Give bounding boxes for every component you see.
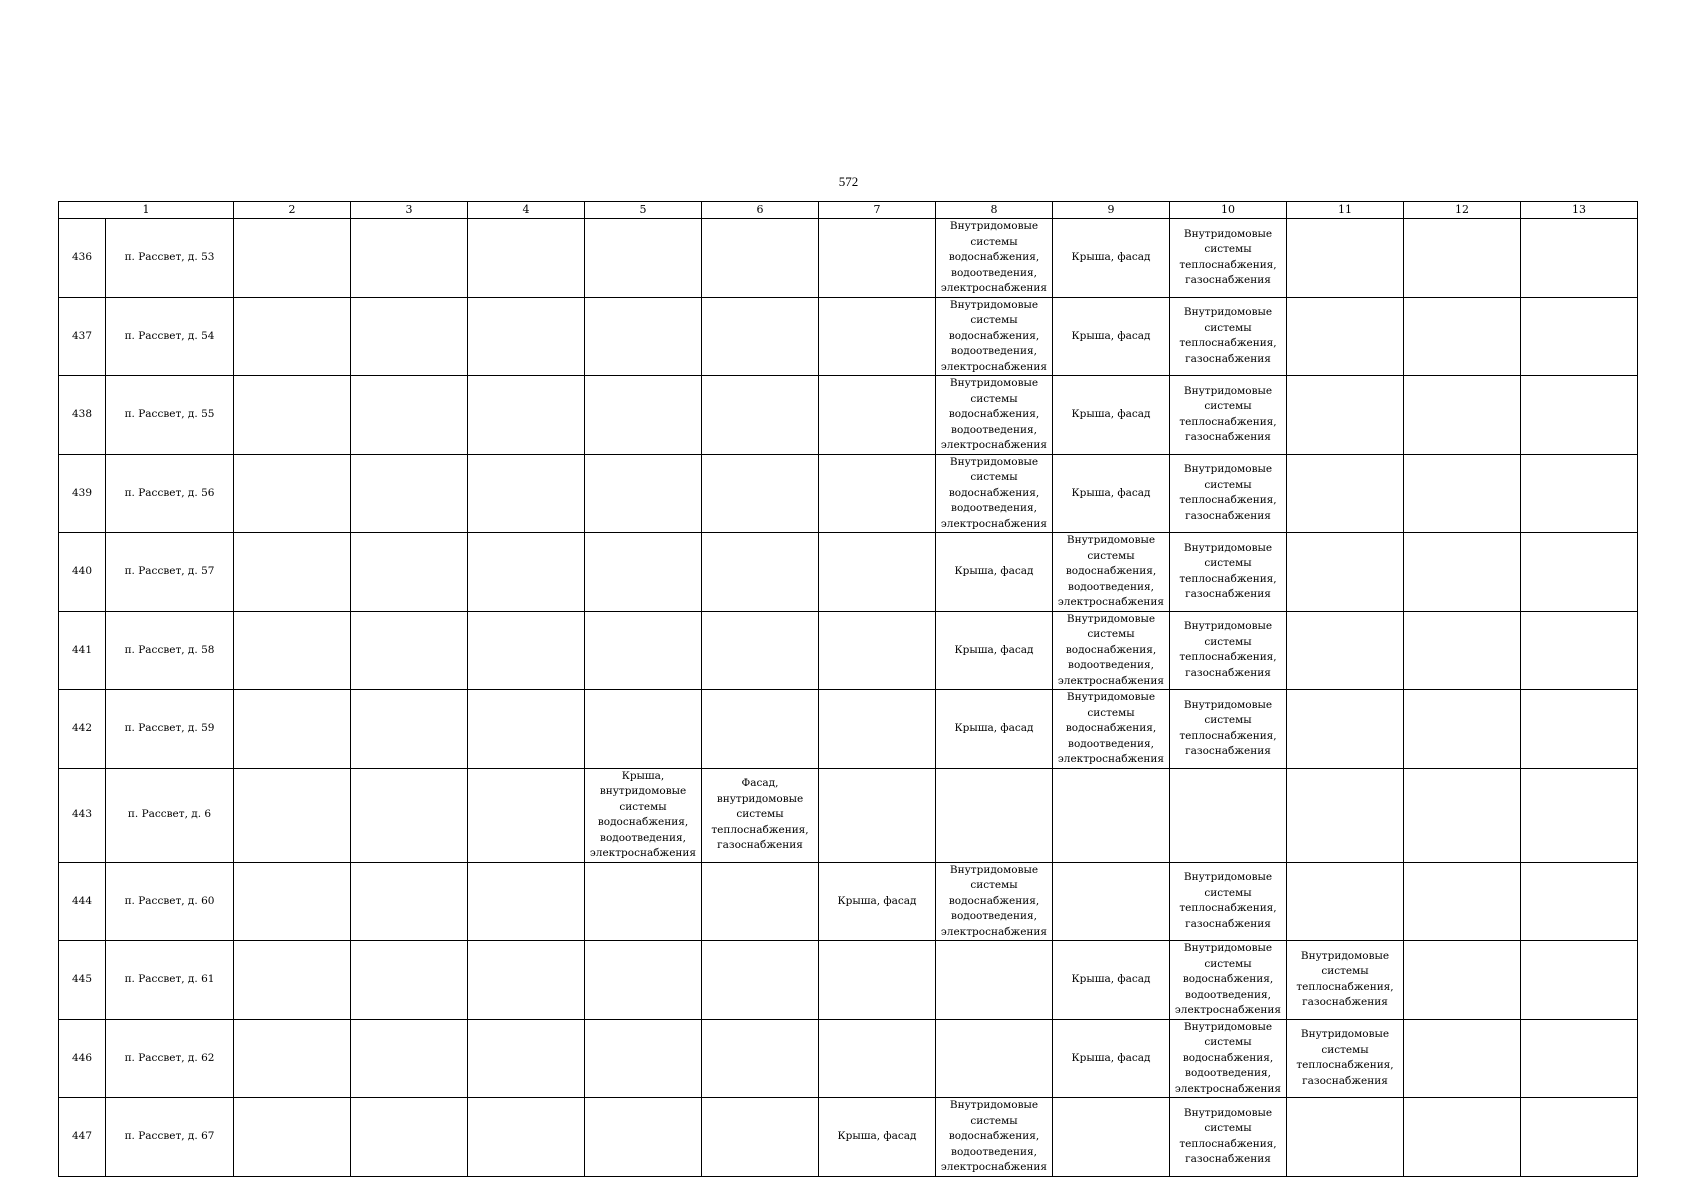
work-type-cell-2: [234, 862, 351, 941]
table-row: [59, 533, 1638, 612]
column-header-row: [59, 202, 1638, 219]
work-type-cell-11: Внутридомовые системы теплоснабжения, газоснабжения: [1287, 1019, 1404, 1098]
row-number-cell: 438: [59, 376, 106, 455]
work-type-cell-10: Внутридомовые системы водоснабжения, водоотведения, электроснабжения: [1170, 941, 1287, 1020]
work-type-cell-9: Внутридомовые системы водоснабжения, водоотведения, электроснабжения: [1053, 611, 1170, 690]
work-type-cell-4: [468, 768, 585, 862]
address-cell: п. Рассвет, д. 53: [106, 219, 234, 298]
address-cell: п. Рассвет, д. 54: [106, 297, 234, 376]
work-type-cell-10: Внутридомовые системы теплоснабжения, газоснабжения: [1170, 1098, 1287, 1177]
work-type-cell-6: [702, 611, 819, 690]
table-row: [59, 454, 1638, 533]
row-number-cell: 446: [59, 1019, 106, 1098]
work-type-cell-5: [585, 376, 702, 455]
work-type-cell-13: [1521, 611, 1638, 690]
work-type-cell-4: [468, 454, 585, 533]
work-type-cell-12: [1404, 533, 1521, 612]
work-type-cell-3: [351, 1098, 468, 1177]
work-type-cell-10: Внутридомовые системы теплоснабжения, газоснабжения: [1170, 611, 1287, 690]
work-type-cell-9: Внутридомовые системы водоснабжения, водоотведения, электроснабжения: [1053, 533, 1170, 612]
work-type-cell-7: [819, 1019, 936, 1098]
work-type-cell-8: [936, 1019, 1053, 1098]
work-type-cell-11: [1287, 219, 1404, 298]
work-type-cell-9: Крыша, фасад: [1053, 1019, 1170, 1098]
work-type-cell-7: [819, 768, 936, 862]
work-type-cell-11: [1287, 768, 1404, 862]
work-type-cell-8: Внутридомовые системы водоснабжения, водоотведения, электроснабжения: [936, 862, 1053, 941]
address-cell: п. Рассвет, д. 62: [106, 1019, 234, 1098]
work-type-cell-4: [468, 690, 585, 769]
column-header: 7: [819, 202, 936, 219]
column-header: 9: [1053, 202, 1170, 219]
work-type-cell-8: Внутридомовые системы водоснабжения, водоотведения, электроснабжения: [936, 297, 1053, 376]
work-type-cell-5: [585, 690, 702, 769]
row-number-cell: 436: [59, 219, 106, 298]
table-row: [59, 219, 1638, 298]
table-row: [59, 297, 1638, 376]
work-type-cell-7: Крыша, фасад: [819, 862, 936, 941]
work-type-cell-8: Крыша, фасад: [936, 533, 1053, 612]
work-type-cell-2: [234, 533, 351, 612]
row-number-cell: 444: [59, 862, 106, 941]
work-type-cell-9: Крыша, фасад: [1053, 219, 1170, 298]
address-cell: п. Рассвет, д. 6: [106, 768, 234, 862]
work-type-cell-5: [585, 862, 702, 941]
work-type-cell-13: [1521, 376, 1638, 455]
work-type-cell-8: Внутридомовые системы водоснабжения, водоотведения, электроснабжения: [936, 454, 1053, 533]
work-type-cell-13: [1521, 862, 1638, 941]
work-type-cell-5: [585, 941, 702, 1020]
work-type-cell-4: [468, 297, 585, 376]
column-header: 2: [234, 202, 351, 219]
work-type-cell-10: Внутридомовые системы теплоснабжения, газоснабжения: [1170, 690, 1287, 769]
work-type-cell-5: [585, 1019, 702, 1098]
work-type-cell-8: Внутридомовые системы водоснабжения, водоотведения, электроснабжения: [936, 376, 1053, 455]
work-type-cell-9: [1053, 1098, 1170, 1177]
page-number: 572: [838, 174, 859, 189]
work-type-cell-9: Крыша, фасад: [1053, 297, 1170, 376]
work-type-cell-13: [1521, 690, 1638, 769]
work-type-cell-2: [234, 1019, 351, 1098]
row-number-cell: 447: [59, 1098, 106, 1177]
work-type-cell-6: [702, 1019, 819, 1098]
address-cell: п. Рассвет, д. 67: [106, 1098, 234, 1177]
work-type-cell-10: Внутридомовые системы теплоснабжения, газоснабжения: [1170, 297, 1287, 376]
work-type-cell-12: [1404, 1098, 1521, 1177]
row-number-cell: 437: [59, 297, 106, 376]
work-type-cell-5: Крыша, внутридомовые системы водоснабжения, водоотведения, электроснабжения: [585, 768, 702, 862]
work-type-cell-7: [819, 454, 936, 533]
work-type-cell-10: Внутридомовые системы теплоснабжения, газоснабжения: [1170, 454, 1287, 533]
work-type-cell-3: [351, 533, 468, 612]
row-number-cell: 439: [59, 454, 106, 533]
work-type-cell-7: [819, 611, 936, 690]
work-type-cell-2: [234, 941, 351, 1020]
work-type-cell-6: [702, 376, 819, 455]
address-cell: п. Рассвет, д. 57: [106, 533, 234, 612]
table-row: [59, 1098, 1638, 1177]
work-type-cell-10: Внутридомовые системы теплоснабжения, газоснабжения: [1170, 533, 1287, 612]
work-type-cell-9: Крыша, фасад: [1053, 454, 1170, 533]
work-type-cell-3: [351, 297, 468, 376]
work-type-cell-12: [1404, 690, 1521, 769]
work-type-cell-4: [468, 533, 585, 612]
work-type-cell-7: [819, 219, 936, 298]
work-type-cell-4: [468, 862, 585, 941]
work-type-cell-12: [1404, 454, 1521, 533]
work-type-cell-7: [819, 376, 936, 455]
table-row: [59, 376, 1638, 455]
address-cell: п. Рассвет, д. 55: [106, 376, 234, 455]
work-type-cell-6: [702, 690, 819, 769]
work-type-cell-11: [1287, 690, 1404, 769]
work-type-cell-6: [702, 1098, 819, 1177]
work-type-cell-8: Внутридомовые системы водоснабжения, водоотведения, электроснабжения: [936, 219, 1053, 298]
work-type-cell-12: [1404, 219, 1521, 298]
work-type-cell-10: Внутридомовые системы теплоснабжения, газоснабжения: [1170, 376, 1287, 455]
work-type-cell-3: [351, 611, 468, 690]
work-type-cell-2: [234, 611, 351, 690]
work-type-cell-13: [1521, 533, 1638, 612]
work-type-cell-9: [1053, 768, 1170, 862]
work-type-cell-7: Крыша, фасад: [819, 1098, 936, 1177]
work-type-cell-11: [1287, 862, 1404, 941]
work-type-cell-11: [1287, 297, 1404, 376]
work-type-cell-3: [351, 768, 468, 862]
work-type-cell-13: [1521, 1019, 1638, 1098]
table-row: [59, 690, 1638, 769]
work-type-cell-7: [819, 297, 936, 376]
column-header: 6: [702, 202, 819, 219]
work-type-cell-10: [1170, 768, 1287, 862]
work-type-cell-4: [468, 941, 585, 1020]
work-type-cell-3: [351, 690, 468, 769]
work-type-cell-2: [234, 690, 351, 769]
work-type-cell-4: [468, 1019, 585, 1098]
work-type-cell-6: [702, 862, 819, 941]
work-type-cell-4: [468, 219, 585, 298]
work-type-cell-11: [1287, 1098, 1404, 1177]
work-type-cell-12: [1404, 862, 1521, 941]
work-type-cell-3: [351, 376, 468, 455]
work-type-cell-3: [351, 1019, 468, 1098]
work-type-cell-6: [702, 533, 819, 612]
work-type-cell-9: [1053, 862, 1170, 941]
work-type-cell-4: [468, 376, 585, 455]
column-header: 8: [936, 202, 1053, 219]
row-number-cell: 442: [59, 690, 106, 769]
work-type-cell-8: Крыша, фасад: [936, 611, 1053, 690]
column-header: 1: [59, 202, 234, 219]
work-type-cell-13: [1521, 1098, 1638, 1177]
work-type-cell-10: Внутридомовые системы водоснабжения, водоотведения, электроснабжения: [1170, 1019, 1287, 1098]
work-type-cell-3: [351, 454, 468, 533]
work-type-cell-11: [1287, 533, 1404, 612]
work-type-cell-8: Крыша, фасад: [936, 690, 1053, 769]
table-row: [59, 941, 1638, 1020]
work-type-cell-5: [585, 297, 702, 376]
work-type-cell-6: Фасад, внутридомовые системы теплоснабжения, газоснабжения: [702, 768, 819, 862]
work-type-cell-9: Крыша, фасад: [1053, 941, 1170, 1020]
column-header: 5: [585, 202, 702, 219]
work-type-cell-3: [351, 862, 468, 941]
column-header: 13: [1521, 202, 1638, 219]
work-type-cell-7: [819, 533, 936, 612]
column-header: 10: [1170, 202, 1287, 219]
work-type-cell-6: [702, 297, 819, 376]
work-type-cell-8: [936, 941, 1053, 1020]
work-type-cell-2: [234, 376, 351, 455]
work-type-cell-5: [585, 454, 702, 533]
work-type-cell-12: [1404, 1019, 1521, 1098]
work-type-cell-9: Крыша, фасад: [1053, 376, 1170, 455]
column-header: 11: [1287, 202, 1404, 219]
work-type-cell-2: [234, 454, 351, 533]
address-cell: п. Рассвет, д. 56: [106, 454, 234, 533]
column-header: 4: [468, 202, 585, 219]
work-type-cell-11: [1287, 454, 1404, 533]
work-type-cell-6: [702, 454, 819, 533]
work-type-cell-7: [819, 941, 936, 1020]
work-type-cell-3: [351, 941, 468, 1020]
row-number-cell: 445: [59, 941, 106, 1020]
address-cell: п. Рассвет, д. 58: [106, 611, 234, 690]
work-type-cell-13: [1521, 941, 1638, 1020]
address-cell: п. Рассвет, д. 60: [106, 862, 234, 941]
table-row: [59, 862, 1638, 941]
work-type-cell-3: [351, 219, 468, 298]
row-number-cell: 440: [59, 533, 106, 612]
work-type-cell-12: [1404, 941, 1521, 1020]
work-type-cell-7: [819, 690, 936, 769]
row-number-cell: 441: [59, 611, 106, 690]
work-type-cell-2: [234, 768, 351, 862]
work-type-cell-5: [585, 533, 702, 612]
table-row: [59, 611, 1638, 690]
work-type-cell-12: [1404, 611, 1521, 690]
work-type-cell-11: [1287, 611, 1404, 690]
work-type-cell-6: [702, 941, 819, 1020]
schedule-table: [58, 201, 1638, 1177]
table-row: [59, 1019, 1638, 1098]
work-type-cell-2: [234, 219, 351, 298]
column-header: 12: [1404, 202, 1521, 219]
column-header: 3: [351, 202, 468, 219]
work-type-cell-13: [1521, 454, 1638, 533]
address-cell: п. Рассвет, д. 61: [106, 941, 234, 1020]
work-type-cell-8: Внутридомовые системы водоснабжения, водоотведения, электроснабжения: [936, 1098, 1053, 1177]
address-cell: п. Рассвет, д. 59: [106, 690, 234, 769]
work-type-cell-13: [1521, 768, 1638, 862]
work-type-cell-2: [234, 297, 351, 376]
work-type-cell-2: [234, 1098, 351, 1177]
work-type-cell-13: [1521, 297, 1638, 376]
work-type-cell-8: [936, 768, 1053, 862]
work-type-cell-9: Внутридомовые системы водоснабжения, водоотведения, электроснабжения: [1053, 690, 1170, 769]
work-type-cell-11: Внутридомовые системы теплоснабжения, газоснабжения: [1287, 941, 1404, 1020]
work-type-cell-10: Внутридомовые системы теплоснабжения, газоснабжения: [1170, 862, 1287, 941]
table-row: [59, 768, 1638, 862]
work-type-cell-10: Внутридомовые системы теплоснабжения, газоснабжения: [1170, 219, 1287, 298]
row-number-cell: 443: [59, 768, 106, 862]
work-type-cell-12: [1404, 376, 1521, 455]
work-type-cell-12: [1404, 297, 1521, 376]
work-type-cell-4: [468, 611, 585, 690]
work-type-cell-6: [702, 219, 819, 298]
work-type-cell-5: [585, 1098, 702, 1177]
work-type-cell-5: [585, 611, 702, 690]
work-type-cell-12: [1404, 768, 1521, 862]
work-type-cell-5: [585, 219, 702, 298]
work-type-cell-4: [468, 1098, 585, 1177]
work-type-cell-11: [1287, 376, 1404, 455]
work-type-cell-13: [1521, 219, 1638, 298]
